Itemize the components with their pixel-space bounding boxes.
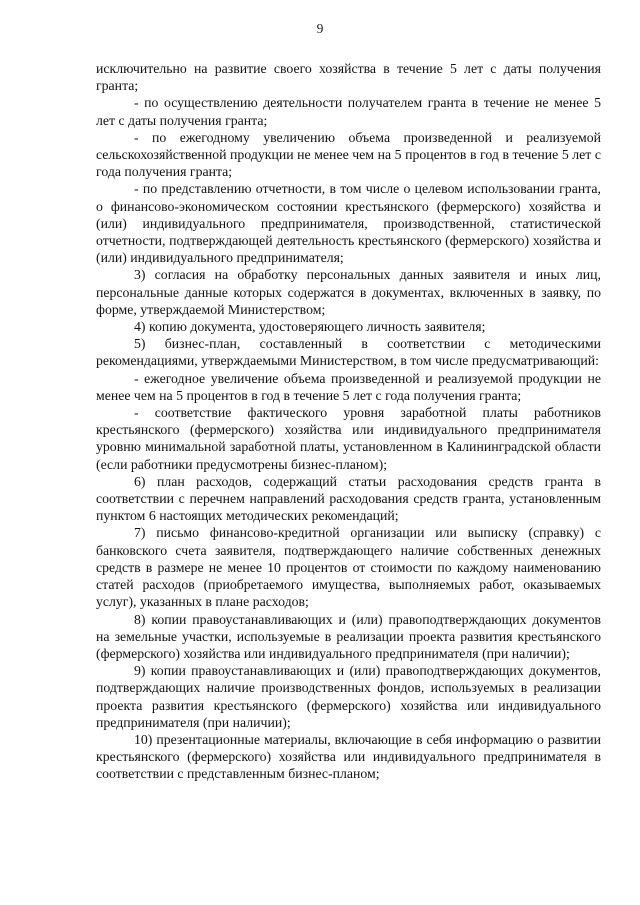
page-number: 9 bbox=[316, 21, 324, 36]
paragraph-item-5-growth: - ежегодное увеличение объема произведенной и реализуемой продукции не менее чем на 5 процентов в год в течение 5 лет с года получения гранта; bbox=[96, 370, 601, 403]
paragraph-obligation-growth: - по ежегодному увеличению объема произведенной и реализуемой сельскохозяйственной продукции не менее чем на 5 процентов в год в течение 5 лет с года получения гранта; bbox=[96, 129, 601, 180]
paragraph-item-5: 5) бизнес-план, составленный в соответствии с методическими рекомендациями, утверждаемыми Министерством, в том числе предусматривающий: bbox=[96, 336, 601, 369]
paragraph-obligation-reporting: - по представлению отчетности, в том числе о целевом использовании гранта, о финансово-экономическом состоянии крестьянского (фермерского) хозяйства и (или) индивидуального предпринимателя, производственной, статистической отчетности, подтверждающей деятельность крестьянского (фермерского) хозяйства и (или) индивидуального предпринимателя; bbox=[96, 181, 601, 266]
paragraph-continuation: исключительно на развитие своего хозяйства в течение 5 лет с даты получения гранта; bbox=[96, 61, 601, 94]
paragraph-item-3: 3) согласия на обработку персональных данных заявителя и иных лиц, персональные данные которых содержатся в документах, включенных в заявку, по форме, утверждаемой Министерством; bbox=[96, 267, 601, 317]
paragraph-item-7: 7) письмо финансово-кредитной организации или выписку (справку) с банковского счета заявителя, подтверждающего наличие собственных денежных средств в размере не менее 10 процентов от стоимости по каждому наименованию статей расходов (приобретаемого имущества, выполняемых работ, оказываемых услуг), указанных в плане расходов; bbox=[96, 525, 601, 610]
paragraph-item-9: 9) копии правоустанавливающих и (или) правоподтверждающих документов, подтверждающих наличие производственных фондов, используемых в реализации проекта развития крестьянского (фермерского) хозяйства или индивидуального предпринимателя (при наличии); bbox=[96, 663, 601, 730]
paragraph-item-5-wages: - соответствие фактического уровня заработной платы работников крестьянского (фермерского) хозяйства или индивидуального предпринимателя уровню минимальной заработной платы, установленном в Калининградской области (если работники предусмотрены бизнес-планом); bbox=[96, 405, 601, 472]
paragraph-item-8: 8) копии правоустанавливающих и (или) правоподтверждающих документов на земельные участки, используемые в реализации проекта развития крестьянского (фермерского) хозяйства или индивидуального предпринимателя (при наличии); bbox=[96, 611, 601, 661]
paragraph-item-4: 4) копию документа, удостоверяющего личность заявителя; bbox=[134, 319, 486, 335]
paragraph-obligation-activity: - по осуществлению деятельности получателем гранта в течение не менее 5 лет с даты получения гранта; bbox=[96, 95, 601, 128]
paragraph-item-6: 6) план расходов, содержащий статьи расходования средств гранта в соответствии с перечнем направлений расходования средств гранта, установленным пунктом 6 настоящих методических рекомендаций; bbox=[96, 473, 601, 524]
document-body bbox=[96, 60, 601, 783]
paragraph-item-10: 10) презентационные материалы, включающие в себя информацию о развитии крестьянского (фермерского) хозяйства или индивидуального предпринимателя в соответствии с представленным бизнес-планом; bbox=[96, 731, 601, 782]
